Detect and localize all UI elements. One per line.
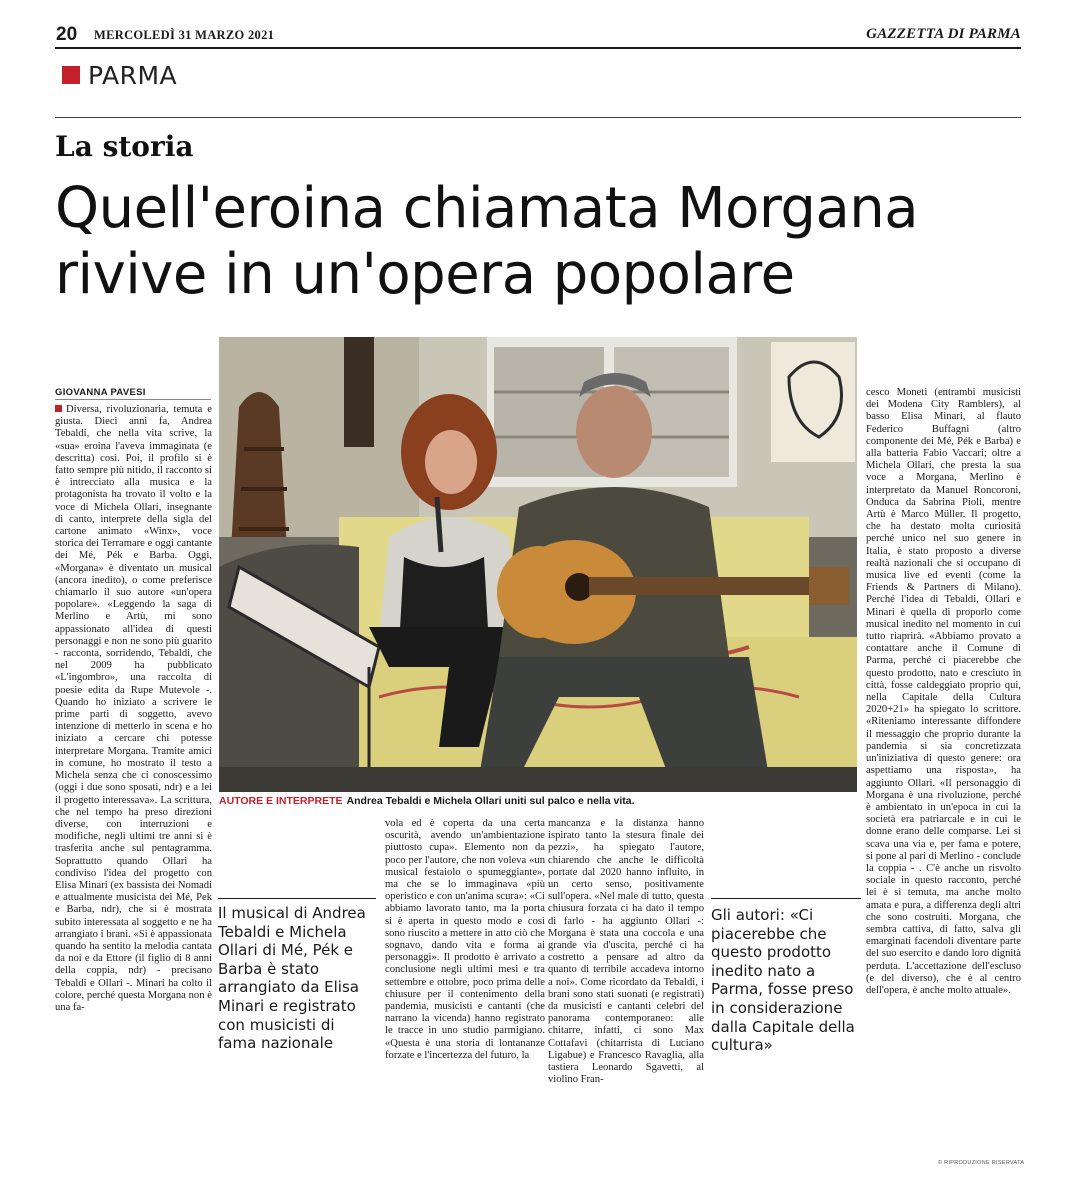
page-number: 20 [56,24,78,45]
article-headline: Quell'eroina chiamata Morgana rivive in un'opera popolare [55,176,919,307]
pull-quote-1-rule [218,898,376,899]
photo-illustration [219,337,857,792]
byline-rule [55,399,211,400]
pull-quote-1: Il musical di Andrea Tebaldi e Michela Ollari di Mé, Pék e Barba è stato arrangiato da Elisa Minari e registrato con musicisti di fama nazionale [218,904,366,1053]
section-label: PARMA [88,61,178,90]
article-column-2: vola ed è coperta da una certa oscurità, avendo un'ambientazione piuttosto cupa». Elemento non da poco per l'autore, che non voleva «un musical festaiolo o spumeggiante», ma che se lo immaginava «più operistico e con un'anima scura»: «Ci abbiamo lavorato tanto, ma la porta si è aperta in questo modo e così sono riuscito a mettere in atto ciò che sognavo, dando vita e forma ai personaggi». Il prodotto è arrivato a conclusione negli ultimi mesi e tra settembre e ottobre, poco prima delle chiusure per il contenimento della pandemia, musicisti e cantanti (che narrano la vicenda) hanno registrato le tracce in uno studio parmigiano. «Questa è una storia di lontananze forzate e l'incertezza del futuro, la [385,818,545,1061]
issue-date: MERCOLEDÌ 31 MARZO 2021 [94,28,275,42]
pull-quote-2: Gli autori: «Ci piacerebbe che questo prodotto inedito nato a Parma, fosse preso in considerazione dalla Capitale della cultura» [711,906,855,1055]
caption-label: AUTORE E INTERPRETE [219,795,343,807]
lead-marker [55,405,62,412]
masthead-rule [55,47,1021,49]
article-column-4: cesco Moneti (entrambi musicisti dei Modena City Ramblers), al basso Elisa Minari, al flauto Federico Buffagni (altro componente dei Mé, Pék e Barba) e alla batteria Fabio Vaccari; oltre a Michela Ollari, che presta la sua voce a Morgana, Merlino è interpretato da Manuel Roncoroni, Onduca da Sabrina Pioli, mentre Artù è Marco Müller. Il progetto, che ha destato molta curiosità perché unico nel suo genere in Italia, è stato proposto a diverse realtà nazionali che si occupano di musica live ed eventi (come la Friends & Partners di Milano). Perché l'idea di Tebaldi, Ollari e Minari è quella di proporlo come musical inedito nel momento in cui tutto riaprirà. «Abbiamo provato a contattare anche il Comune di Parma, perché ci piacerebbe che questo prodotto, nato e cresciuto in città, fosse caldeggiato proprio qui, nella Capitale della Cultura 2020+21» ha spiegato lo scrittore. «Riteniamo interessante diffondere il messaggio che proprio durante la pandemia si sia concretizzata un'iniziativa di questo genere: ora aspettiamo una risposta», ha aggiunto Ollari. «Il personaggio di Morgana è una rivoluzione, perché è ambientato in un'epoca in cui la società era patriarcale e in cui le donne erano delle comparse. Lei si scava una via e, per fama e potere, si pone al pari di Merlino - conclude la coppia - . C'è anche un risvolto sociale in questo racconto, perché lei è sì temuta, ma anche molto amata e pura, a differenza degli altri che sono costruiti. Morgana, che sembra cattiva, di fatto, salva gli emarginati facendoli diventare parte del suo esercito e dando loro dignità perduta. L'accettazione dell'escluso (e del diverso), che è al centro dell'opera, è anche molto attuale». [866,387,1021,996]
copyright-note: © RIPRODUZIONE RISERVATA [938,1160,1025,1166]
article-column-1 [55,404,212,1170]
article-byline: GIOVANNA PAVESI [55,387,146,398]
pull-quote-2-rule [711,898,861,899]
photo-caption [219,795,635,807]
section-rule [55,117,1021,118]
article-kicker: La storia [55,130,194,163]
column-1-text: Diversa, rivoluzionaria, temuta e giusta. Dieci anni fa, Andrea Tebaldi, che nella vita scrive, la «sua» eroina l'aveva immaginata (e descritta) così. Poi, il profilo si è fatto sempre più nitido, il racconto si è intrecciato alla musica e la protagonista ha trovato il volto e la voce di Michela Ollari, insegnante di canto, interprete della sigla del cartone animato «Winx», voce storica dei Terramare e oggi cantante dei Mé, Pék e Barba. Oggi, «Morgana» è diventato un musical (ancora inedito), o come preferisce chiamarlo il suo autore «un'opera popolare». «Leggendo la saga di Merlino e Artù, mi sono appassionato all'idea di questi personaggi e non ne sono più guarito - racconta, sorridendo, Tebaldi, che nel 2009 ha pubblicato «L'ingombro», una raccolta di poesie edita da Rupe Mutevole -. Quando ho iniziato a scrivere le prime parti di soggetto, avevo intenzione di metterlo in scena e ho iniziato a cercare chi potesse interpretare Morgana. Tramite amici in comune, ho mostrato il testo a Michela senza che ci conoscessimo (oggi i due sono sposati, ndr) e a lei il progetto interessava». La scrittura, che nel tempo ha preso direzioni diverse, con interruzioni e modifiche, negli ultimi tre anni si è trasferita anche sul pentagramma. Soprattutto quando Ollari ha condiviso l'idea del progetto con Elisa Minari (ex bassista dei Nomadi e attualmente musicista dei Mé, Pek e Barba, ndr), che si è mostrata subito interessata al soggetto e ne ha arrangiato i brani. «Si è appassionata quando ha sentito la melodia cantata da noi e da Ettore (il figlio di 8 anni della coppia, ndr) - precisano Tebaldi e Ollari -. Minari ha colto il colore, perché questa Morgana non è una fa- [55,404,212,1013]
caption-text: Andrea Tebaldi e Michela Ollari uniti sul palco e nella vita. [346,795,635,807]
section-marker [62,66,80,84]
newspaper-name: GAZZETTA DI PARMA [866,26,1021,42]
article-column-3: mancanza e la distanza hanno ispirato tanto la stesura finale dei pezzi», ha spiegato l'autore, chiarendo che anche le difficoltà portate dal 2020 hanno influito, in un certo senso, positivamente sull'opera. «Nel male di tutto, questa chiusura forzata ci ha dato il tempo di farlo - ha aggiunto Ollari -: Morgana è stata una coccola e una grande via d'uscita, perché ci ha costretto a pensare ad altro da quanto di terribile accadeva intorno a noi». Come ricordato da Tebaldi, i brani sono stati suonati (e registrati) da musicisti e cantanti celebri del panorama contemporaneo: alle chitarre, infatti, ci sono Max Cottafavi (chitarrista di Luciano Ligabue) e Francesco Ravaglia, alla tastiera Leonardo Sgavetti, al violino Fran- [548,818,704,1086]
article-photo [219,337,857,792]
